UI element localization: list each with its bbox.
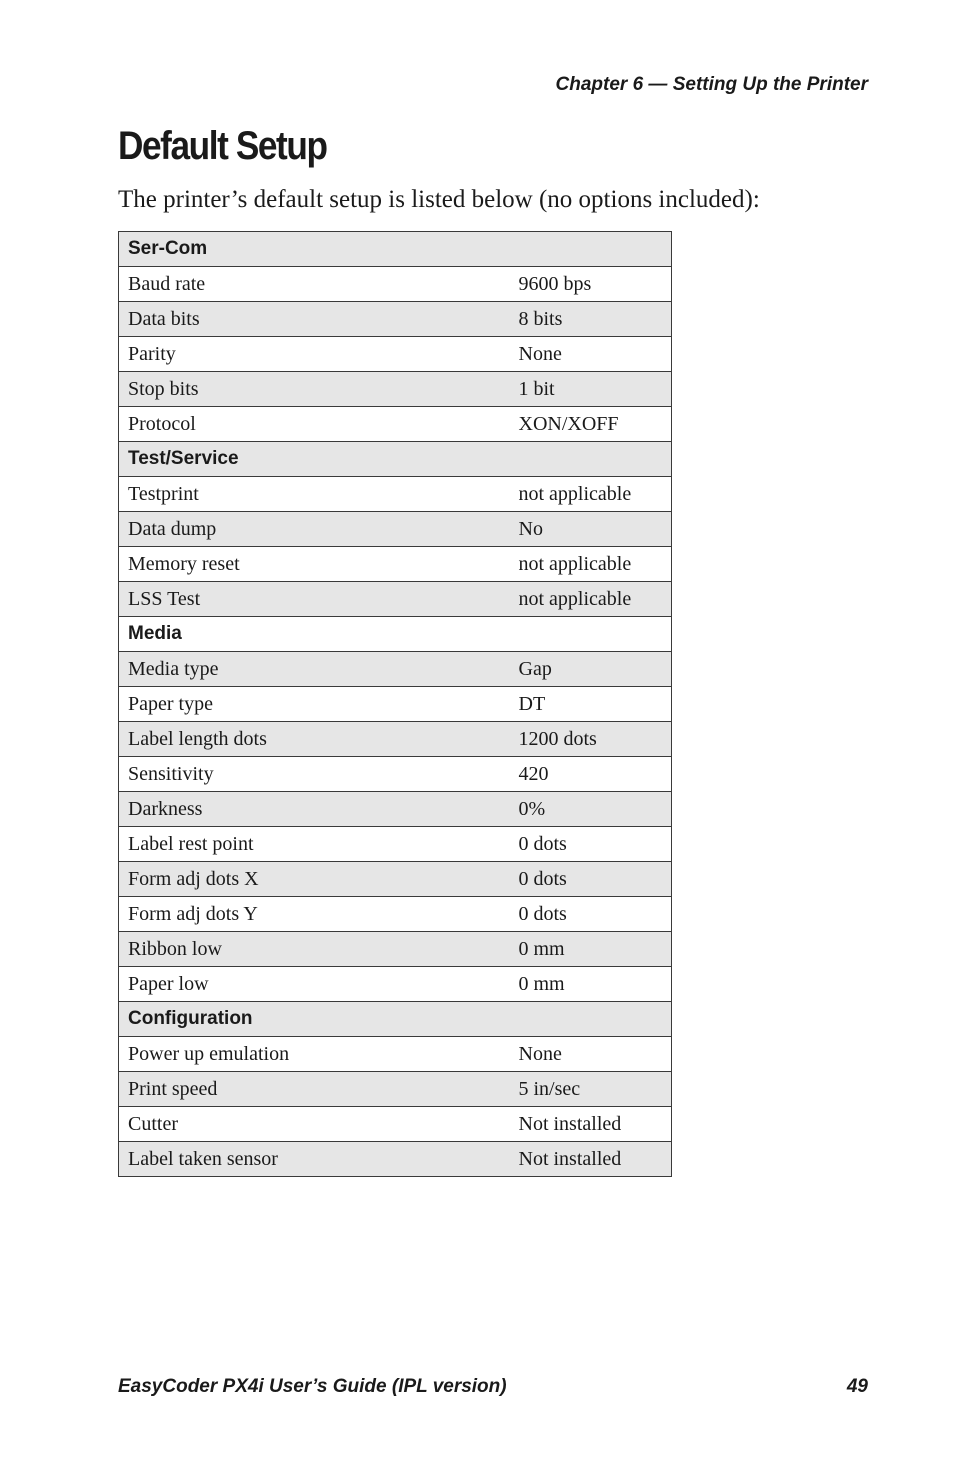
- setting-row: [119, 932, 672, 967]
- setting-value: 0 mm: [510, 967, 672, 1002]
- setting-name: Testprint: [119, 477, 510, 512]
- setting-name: LSS Test: [119, 582, 510, 617]
- setting-row: [119, 407, 672, 442]
- setting-name: Cutter: [119, 1107, 510, 1142]
- setting-name: Label length dots: [119, 722, 510, 757]
- setting-value: 9600 bps: [510, 267, 672, 302]
- setting-value: None: [510, 337, 672, 372]
- setting-row: [119, 652, 672, 687]
- setting-value: 5 in/sec: [510, 1072, 672, 1107]
- section-title: Configuration: [119, 1002, 672, 1037]
- setting-row: [119, 512, 672, 547]
- setting-value: 0 mm: [510, 932, 672, 967]
- setting-name: Power up emulation: [119, 1037, 510, 1072]
- setting-value: 0 dots: [510, 862, 672, 897]
- setting-row: [119, 862, 672, 897]
- setting-name: Baud rate: [119, 267, 510, 302]
- setting-name: Paper type: [119, 687, 510, 722]
- setting-row: [119, 1142, 672, 1177]
- footer-guide-title: EasyCoder PX4i User’s Guide (IPL version): [118, 1376, 507, 1397]
- setting-row: [119, 1107, 672, 1142]
- section-title: Test/Service: [119, 442, 672, 477]
- setting-row: [119, 302, 672, 337]
- setting-value: 420: [510, 757, 672, 792]
- setting-row: [119, 547, 672, 582]
- setting-name: Sensitivity: [119, 757, 510, 792]
- setting-value: Gap: [510, 652, 672, 687]
- setting-value: 1200 dots: [510, 722, 672, 757]
- setting-name: Print speed: [119, 1072, 510, 1107]
- setting-value: 0 dots: [510, 897, 672, 932]
- section-header-row: [119, 1002, 672, 1037]
- page-title: Default Setup: [118, 124, 327, 168]
- setting-row: [119, 477, 672, 512]
- setting-name: Parity: [119, 337, 510, 372]
- setting-name: Paper low: [119, 967, 510, 1002]
- setting-value: No: [510, 512, 672, 547]
- setting-value: not applicable: [510, 477, 672, 512]
- setting-row: [119, 372, 672, 407]
- running-header: Chapter 6 — Setting Up the Printer: [555, 74, 868, 95]
- setting-name: Darkness: [119, 792, 510, 827]
- setting-row: [119, 722, 672, 757]
- setting-name: Form adj dots Y: [119, 897, 510, 932]
- setting-row: [119, 792, 672, 827]
- setting-name: Data dump: [119, 512, 510, 547]
- setting-name: Data bits: [119, 302, 510, 337]
- setting-row: [119, 1072, 672, 1107]
- setting-value: not applicable: [510, 547, 672, 582]
- setting-name: Media type: [119, 652, 510, 687]
- setting-value: 8 bits: [510, 302, 672, 337]
- setting-value: XON/XOFF: [510, 407, 672, 442]
- setting-value: DT: [510, 687, 672, 722]
- section-title: Media: [119, 617, 672, 652]
- setting-row: [119, 897, 672, 932]
- setting-name: Memory reset: [119, 547, 510, 582]
- setting-row: [119, 582, 672, 617]
- section-header-row: [119, 617, 672, 652]
- intro-paragraph: The printer’s default setup is listed below (no options included):: [118, 186, 760, 213]
- setting-value: 0 dots: [510, 827, 672, 862]
- section-header-row: [119, 442, 672, 477]
- setting-name: Ribbon low: [119, 932, 510, 967]
- setting-name: Form adj dots X: [119, 862, 510, 897]
- setting-value: 0%: [510, 792, 672, 827]
- setting-name: Stop bits: [119, 372, 510, 407]
- default-setup-table: [118, 231, 672, 1177]
- setting-value: not applicable: [510, 582, 672, 617]
- section-header-row: [119, 232, 672, 267]
- setting-value: None: [510, 1037, 672, 1072]
- footer-page-number: 49: [846, 1376, 868, 1397]
- setting-name: Label taken sensor: [119, 1142, 510, 1177]
- setting-row: [119, 1037, 672, 1072]
- setting-row: [119, 967, 672, 1002]
- default-setup-table-body: [119, 232, 672, 1177]
- setting-value: Not installed: [510, 1107, 672, 1142]
- section-title: Ser-Com: [119, 232, 672, 267]
- setting-value: Not installed: [510, 1142, 672, 1177]
- setting-name: Label rest point: [119, 827, 510, 862]
- setting-row: [119, 827, 672, 862]
- setting-value: 1 bit: [510, 372, 672, 407]
- setting-row: [119, 337, 672, 372]
- setting-row: [119, 687, 672, 722]
- setting-row: [119, 267, 672, 302]
- setting-name: Protocol: [119, 407, 510, 442]
- setting-row: [119, 757, 672, 792]
